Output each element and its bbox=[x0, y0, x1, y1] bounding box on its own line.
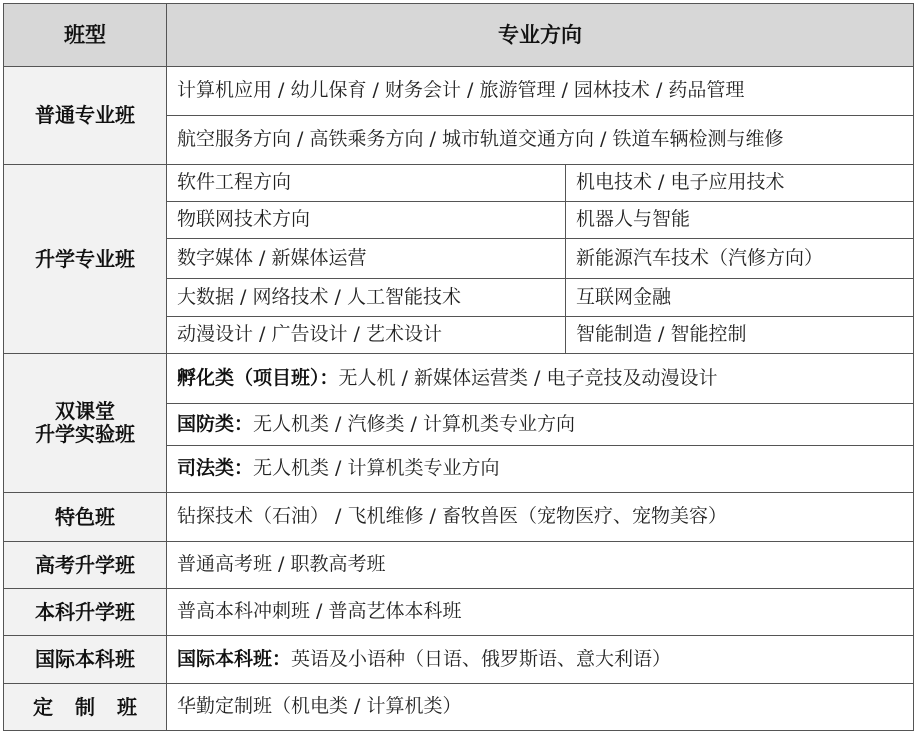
table-row bbox=[4, 684, 914, 731]
category-label: 国际本科班： bbox=[177, 647, 292, 670]
category-majors: 无人机 / 新媒体运营类 / 电子竞技及动漫设计 bbox=[338, 366, 718, 389]
category-label: 孵化类（项目班）： bbox=[177, 366, 339, 389]
category-label: 司法类： bbox=[177, 457, 254, 480]
major-cell: 软件工程方向 bbox=[167, 165, 566, 202]
category-majors: 无人机类 / 汽修类 / 计算机类专业方向 bbox=[253, 412, 575, 435]
table-row bbox=[4, 165, 914, 202]
major-cell: 物联网技术方向 bbox=[167, 202, 566, 239]
major-cell: 计算机应用 / 幼儿保育 / 财务会计 / 旅游管理 / 园林技术 / 药品管理 bbox=[167, 67, 914, 116]
major-cell: 华勤定制班（机电类 / 计算机类） bbox=[167, 684, 914, 731]
table-row bbox=[4, 354, 914, 404]
class-type-putong: 普通专业班 bbox=[4, 67, 167, 165]
major-cell: 普通高考班 / 职教高考班 bbox=[167, 542, 914, 589]
major-cell: 智能制造 / 智能控制 bbox=[566, 317, 914, 354]
table-row bbox=[4, 589, 914, 636]
major-cell bbox=[167, 636, 914, 684]
major-cell: 新能源汽车技术（汽修方向） bbox=[566, 239, 914, 279]
major-cell: 数字媒体 / 新媒体运营 bbox=[167, 239, 566, 279]
major-cell: 大数据 / 网络技术 / 人工智能技术 bbox=[167, 279, 566, 317]
class-type-label: 定制班 bbox=[33, 694, 159, 719]
major-cell bbox=[167, 404, 914, 446]
category-label: 国防类： bbox=[177, 412, 254, 435]
major-cell: 动漫设计 / 广告设计 / 艺术设计 bbox=[167, 317, 566, 354]
category-majors: 无人机类 / 计算机类专业方向 bbox=[253, 457, 500, 480]
class-type-shuangketang bbox=[4, 354, 167, 493]
major-cell: 普高本科冲刺班 / 普高艺体本科班 bbox=[167, 589, 914, 636]
major-cell bbox=[167, 446, 914, 493]
class-type-line-1: 双课堂 bbox=[55, 399, 115, 423]
majors-table bbox=[3, 3, 914, 731]
table-row bbox=[4, 636, 914, 684]
class-type-guoji: 国际本科班 bbox=[4, 636, 167, 684]
class-type-benke: 本科升学班 bbox=[4, 589, 167, 636]
category-majors: 英语及小语种（日语、俄罗斯语、意大利语） bbox=[291, 647, 672, 670]
header-major-direction: 专业方向 bbox=[167, 4, 914, 67]
table-row bbox=[4, 493, 914, 542]
header-class-type: 班型 bbox=[4, 4, 167, 67]
class-type-gaokao: 高考升学班 bbox=[4, 542, 167, 589]
class-type-tese: 特色班 bbox=[4, 493, 167, 542]
table-row bbox=[4, 542, 914, 589]
table-row bbox=[4, 67, 914, 116]
major-cell bbox=[167, 354, 914, 404]
class-type-line-2: 升学实验班 bbox=[35, 422, 135, 446]
class-type-dingzhi bbox=[4, 684, 167, 731]
class-type-shengxue: 升学专业班 bbox=[4, 165, 167, 354]
major-cell: 航空服务方向 / 高铁乘务方向 / 城市轨道交通方向 / 铁道车辆检测与维修 bbox=[167, 116, 914, 165]
major-cell: 钻探技术（石油） / 飞机维修 / 畜牧兽医（宠物医疗、宠物美容） bbox=[167, 493, 914, 542]
header-row bbox=[4, 4, 914, 67]
major-cell: 机器人与智能 bbox=[566, 202, 914, 239]
major-cell: 机电技术 / 电子应用技术 bbox=[566, 165, 914, 202]
major-cell: 互联网金融 bbox=[566, 279, 914, 317]
